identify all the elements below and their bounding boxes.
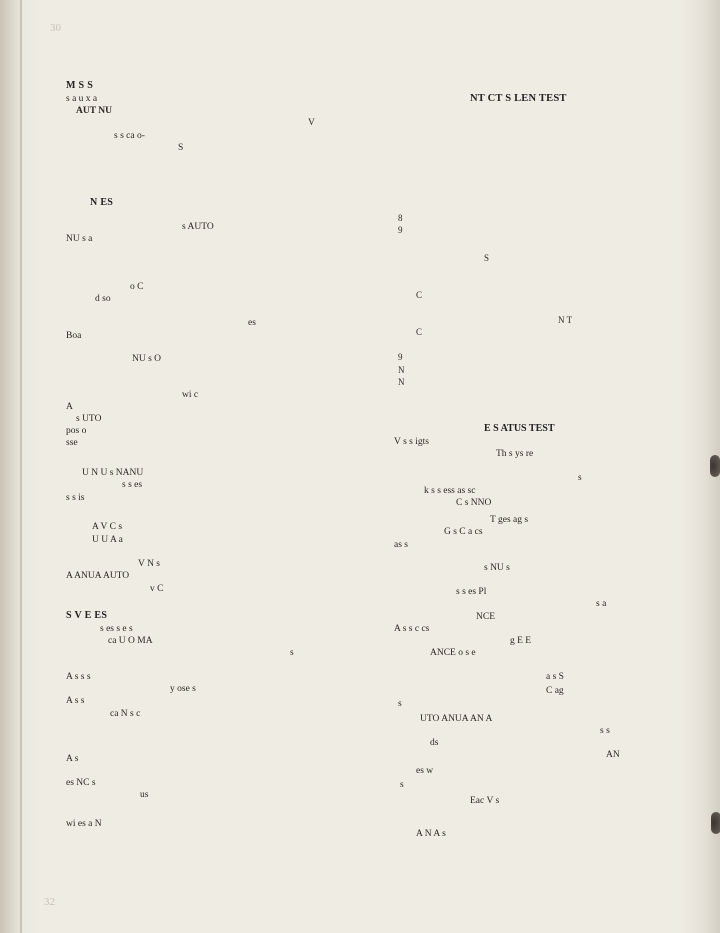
- left-text-line: ca U O MA: [108, 636, 153, 646]
- page-number-bottom: 32: [44, 896, 55, 908]
- right-text-line: C ag: [546, 686, 564, 696]
- right-text-line: AN: [606, 750, 620, 760]
- right-text-line: NCE: [476, 612, 495, 622]
- right-text-line: s s es Pl: [456, 587, 487, 597]
- left-text-line: U N U s NANU: [82, 468, 144, 478]
- left-text-line: o C: [130, 282, 144, 292]
- left-text-line: AUT NU: [76, 106, 112, 116]
- toc-title: NT CT S LEN TEST: [470, 93, 567, 104]
- left-text-line: NU s a: [66, 234, 93, 244]
- toc-item-number: 8: [398, 213, 403, 223]
- left-text-line: ca N s c: [110, 709, 141, 719]
- toc-item-number: 9: [398, 225, 403, 235]
- right-text-line: C s NNO: [456, 498, 492, 508]
- left-text-line: Boa: [66, 331, 82, 341]
- right-text-line: s NU s: [484, 563, 510, 573]
- right-text-line: ANCE o s e: [430, 648, 476, 658]
- left-text-line: sse: [66, 438, 78, 448]
- right-text-line: Th s ys re: [496, 449, 534, 459]
- toc-item-label: N: [398, 365, 405, 375]
- left-text-line: A ANUA AUTO: [66, 571, 130, 581]
- left-heading-1: M S S: [66, 80, 94, 91]
- binder-hole-icon: [710, 455, 720, 477]
- left-text-line: s a u x a: [66, 94, 98, 104]
- right-text-line: s a: [596, 599, 607, 609]
- right-text-line: Eac V s: [470, 796, 500, 806]
- left-text-line: s s is: [66, 493, 85, 503]
- left-text-line: A: [66, 402, 73, 412]
- left-text-line: pos o: [66, 426, 87, 436]
- right-text-line: k s s ess as sc: [424, 486, 476, 496]
- toc-item-label: N: [398, 377, 405, 387]
- left-text-line: y ose s: [170, 684, 196, 694]
- left-text-line: es NC s: [66, 778, 96, 788]
- left-text-line: A s: [66, 754, 79, 764]
- left-text-line: NU s O: [132, 354, 162, 364]
- binder-hole-icon: [711, 812, 720, 834]
- toc-item-number: 9: [398, 352, 403, 362]
- toc-item-label: C: [416, 327, 423, 337]
- left-text-line: wi es a N: [66, 819, 102, 829]
- left-text-line: v C: [150, 584, 164, 594]
- right-text-line: V s s igts: [394, 437, 429, 447]
- left-text-line: es: [248, 318, 256, 328]
- left-text-line: s: [290, 648, 294, 658]
- spine-fold: [20, 0, 22, 933]
- right-text-line: es w: [416, 766, 434, 776]
- left-text-line: V: [308, 118, 315, 128]
- right-text-line: as s: [394, 540, 408, 550]
- right-text-line: s s: [600, 726, 610, 736]
- left-text-line: s s ca o-: [114, 131, 145, 141]
- status-test-heading: E S ATUS TEST: [484, 423, 555, 434]
- toc-item-label: S: [484, 253, 490, 263]
- left-heading-3: S V E ES: [66, 610, 108, 621]
- left-heading-2: N ES: [90, 197, 114, 208]
- page-number-top: 30: [50, 22, 61, 34]
- left-text-line: s AUTO: [182, 222, 214, 232]
- left-text-line: s es s e s: [100, 624, 133, 634]
- left-text-line: S: [178, 143, 184, 153]
- right-text-line: G s C a cs: [444, 527, 483, 537]
- right-text-line: A s s c cs: [394, 624, 430, 634]
- left-text-line: d so: [95, 294, 111, 304]
- right-text-line: s: [400, 780, 404, 790]
- right-text-line: g E E: [510, 636, 532, 646]
- right-text-line: T ges ag s: [490, 515, 529, 525]
- right-text-line: UTO ANUA AN A: [420, 714, 493, 724]
- left-text-line: A s s: [66, 696, 85, 706]
- left-text-line: wi c: [182, 390, 199, 400]
- left-text-line: s s es: [122, 480, 143, 490]
- left-text-line: A s s s: [66, 672, 91, 682]
- toc-item-label: C: [416, 290, 423, 300]
- page-spine: [0, 0, 22, 933]
- left-text-line: V N s: [138, 559, 160, 569]
- right-text-line: s: [578, 473, 582, 483]
- left-text-line: U U A a: [92, 535, 123, 545]
- left-text-line: us: [140, 790, 149, 800]
- right-text-line: s: [398, 699, 402, 709]
- left-text-line: s UTO: [76, 414, 102, 424]
- left-text-line: A V C s: [92, 522, 123, 532]
- right-text-line: ds: [430, 738, 439, 748]
- toc-item-value: N T: [558, 315, 573, 325]
- right-text-line: a s S: [546, 672, 564, 682]
- right-text-line: A N A s: [416, 829, 446, 839]
